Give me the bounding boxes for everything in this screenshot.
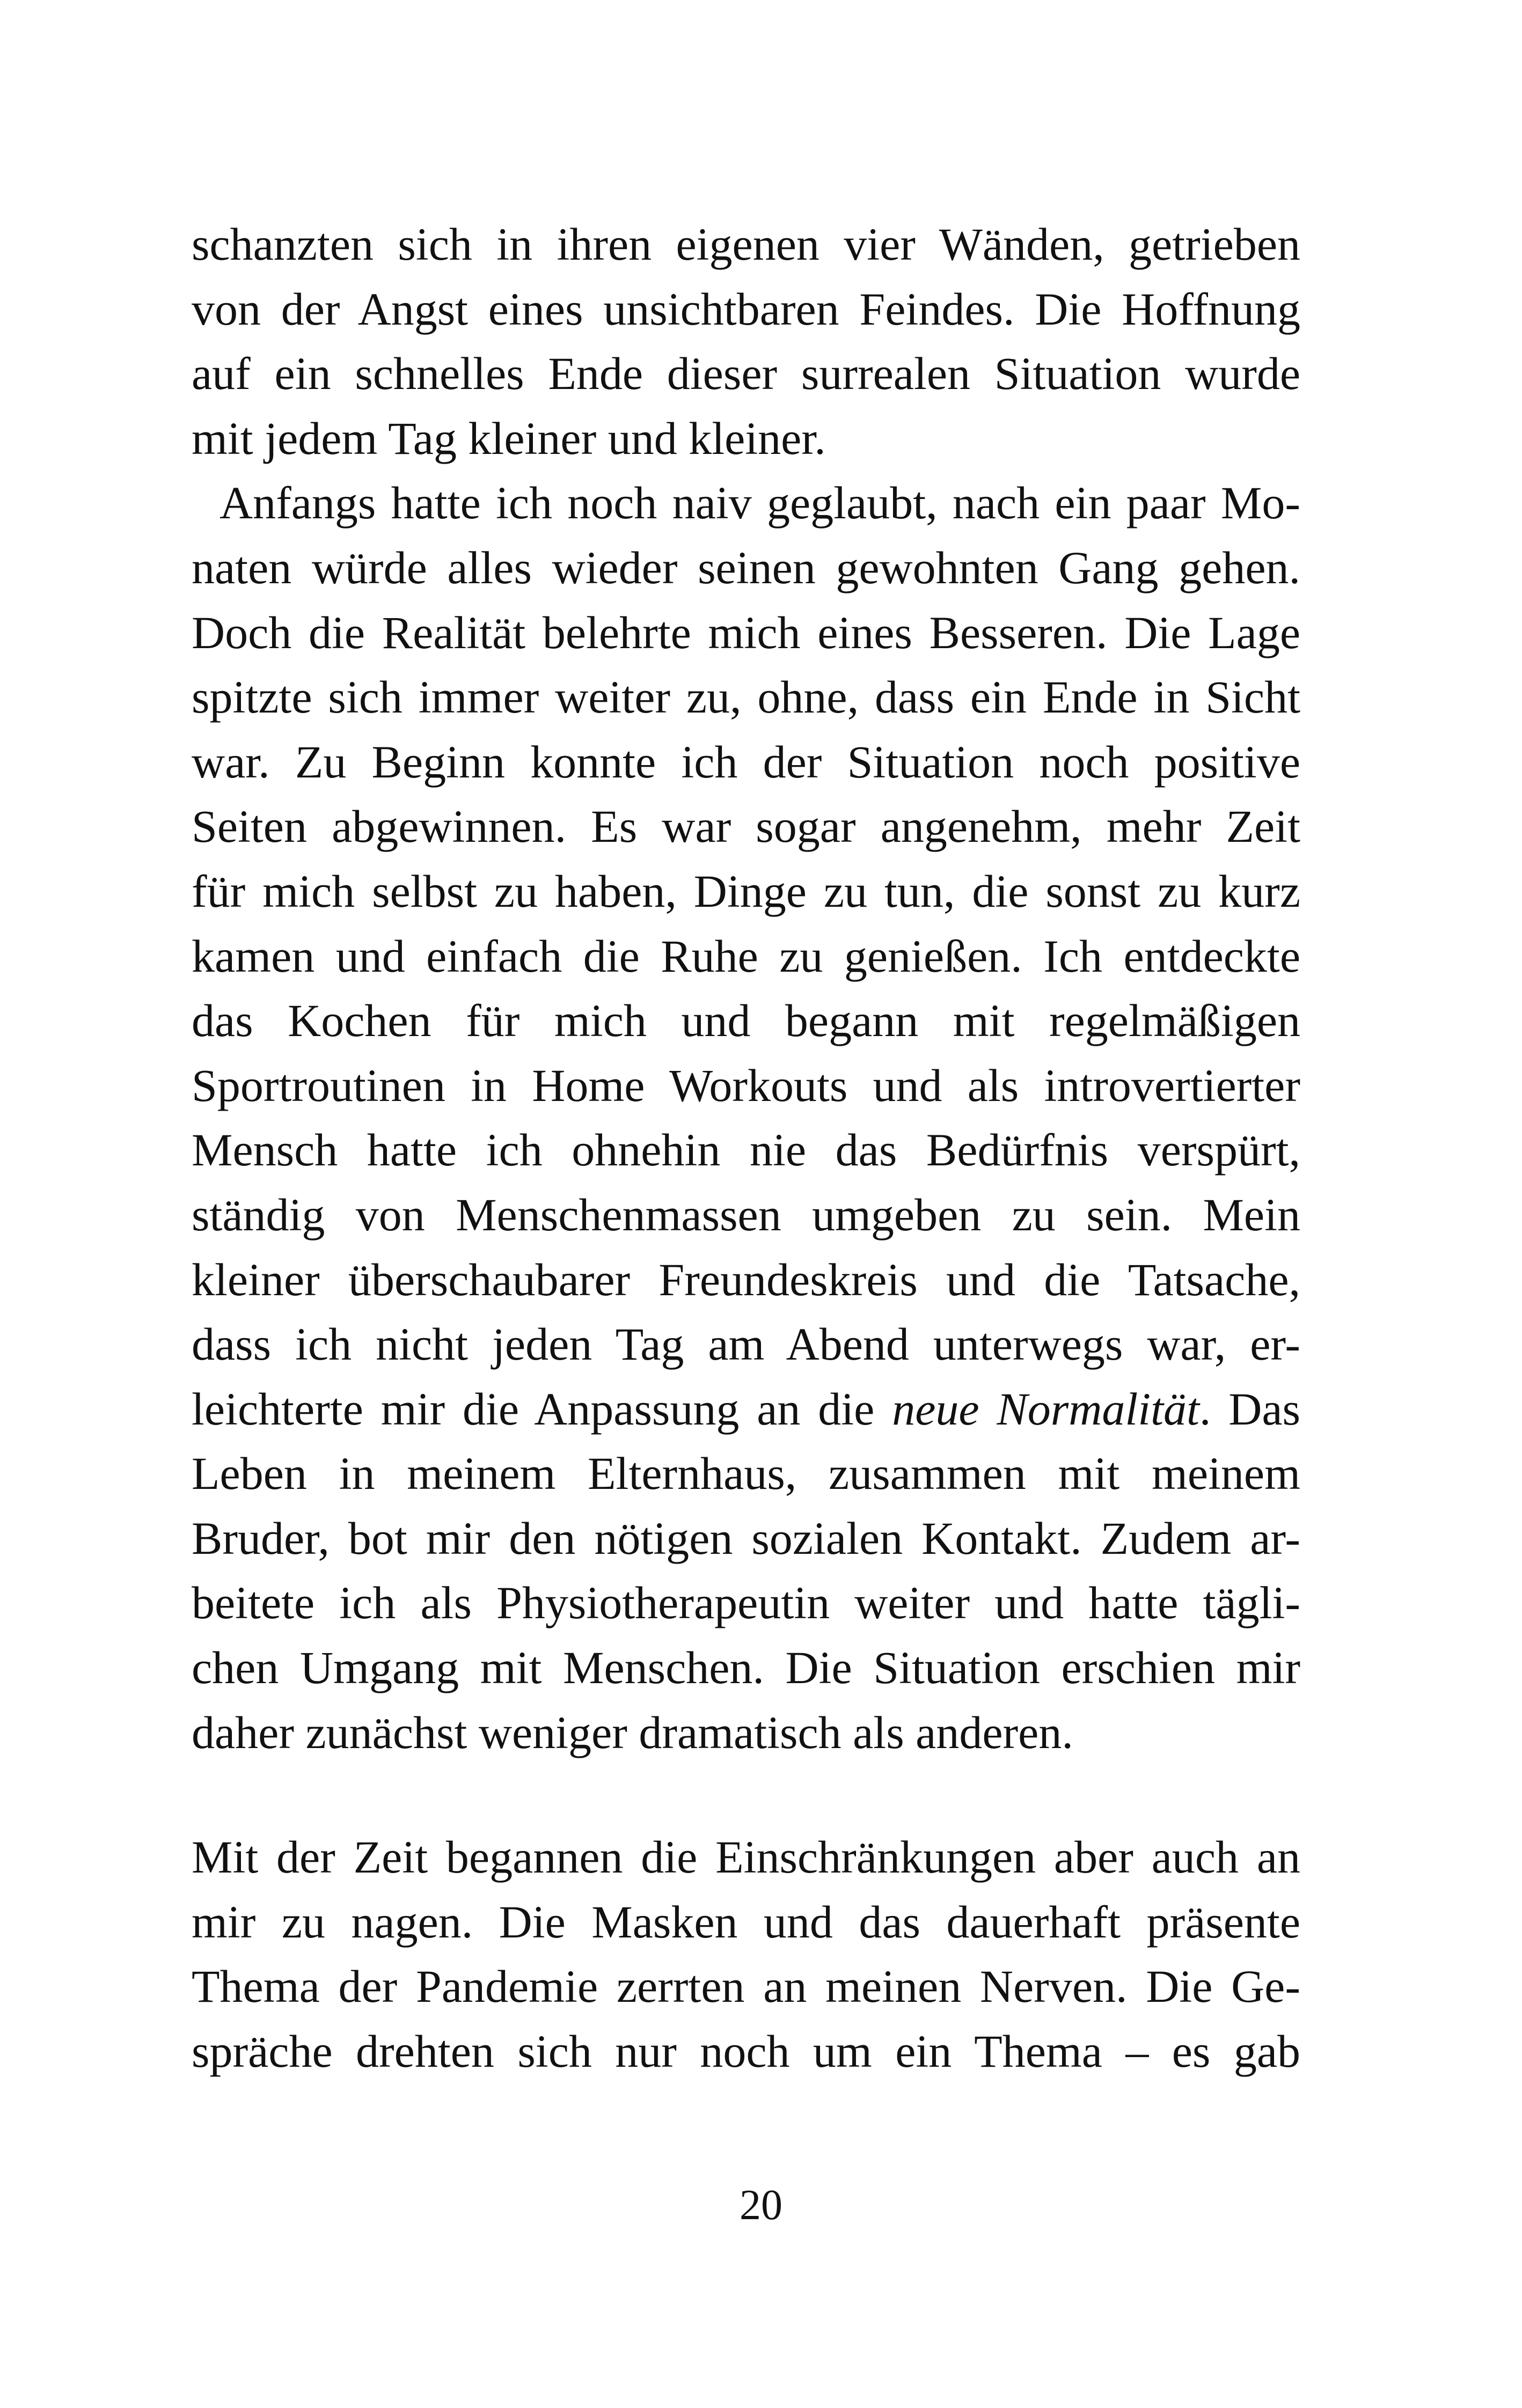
text-line: mit jedem Tag kleiner und kleiner.	[192, 412, 826, 464]
text-line: kamen und einfach die Ruhe zu genießen. Ich entdeckte	[192, 930, 1300, 982]
text-line: Mit der Zeit begannen die Einschränkungen aber auch an	[192, 1831, 1300, 1883]
text-segment: leichterte mir die Anpassung an die	[192, 1383, 892, 1435]
text-line-with-emphasis	[192, 1377, 1300, 1442]
emphasized-phrase: neue Normalität	[892, 1383, 1199, 1435]
text-line: Doch die Realität belehrte mich eines Besseren. Die Lage	[192, 606, 1300, 658]
text-line: naten würde alles wieder seinen gewohnten Gang gehen.	[192, 541, 1300, 593]
text-line: Mensch hatte ich ohnehin nie das Bedürfnis verspürt,	[192, 1124, 1300, 1176]
text-line: Leben in meinem Elternhaus, zusammen mit meinem	[192, 1448, 1300, 1500]
text-segment: . Das	[1199, 1383, 1300, 1435]
text-line: Seiten abgewinnen. Es war sogar angenehm, mehr Zeit	[192, 801, 1300, 853]
text-line: ständig von Menschenmassen umgeben zu sein. Mein	[192, 1188, 1300, 1240]
text-line: Anfangs hatte ich noch naiv geglaubt, nach ein paar Mo-	[219, 477, 1300, 529]
text-line: Thema der Pandemie zerrten an meinen Nerven. Die Ge-	[192, 1961, 1300, 2013]
page-number: 20	[740, 2182, 782, 2229]
text-line: spräche drehten sich nur noch um ein Thema – es gab	[192, 2025, 1300, 2077]
text-line: auf ein schnelles Ende dieser surrealen Situation wurde	[192, 348, 1300, 400]
text-line: beitete ich als Physiotherapeutin weiter und hatte tägli-	[192, 1577, 1300, 1629]
text-line: Bruder, bot mir den nötigen sozialen Kontakt. Zudem ar-	[192, 1512, 1300, 1564]
text-line: spitzte sich immer weiter zu, ohne, dass ein Ende in Sicht	[192, 671, 1300, 723]
text-line: mir zu nagen. Die Masken und das dauerhaft präsente	[192, 1896, 1300, 1948]
text-line: daher zunächst weniger dramatisch als anderen.	[192, 1706, 1073, 1758]
body-text	[192, 212, 1300, 2084]
text-line: Sportroutinen in Home Workouts und als introvertierter	[192, 1059, 1300, 1111]
text-line: kleiner überschaubarer Freundeskreis und die Tatsache,	[192, 1253, 1300, 1305]
text-line: dass ich nicht jeden Tag am Abend unterwegs war, er-	[192, 1318, 1300, 1370]
section-break	[192, 1765, 1300, 1825]
text-line: schanzten sich in ihren eigenen vier Wänden, getrieben	[192, 218, 1300, 270]
text-line: für mich selbst zu haben, Dinge zu tun, die sonst zu kurz	[192, 865, 1300, 917]
text-line: war. Zu Beginn konnte ich der Situation noch positive	[192, 736, 1300, 788]
text-line: chen Umgang mit Menschen. Die Situation erschien mir	[192, 1642, 1300, 1694]
text-line: das Kochen für mich und begann mit regelmäßigen	[192, 995, 1300, 1047]
text-line: von der Angst eines unsichtbaren Feindes. Die Hoffnung	[192, 283, 1300, 335]
